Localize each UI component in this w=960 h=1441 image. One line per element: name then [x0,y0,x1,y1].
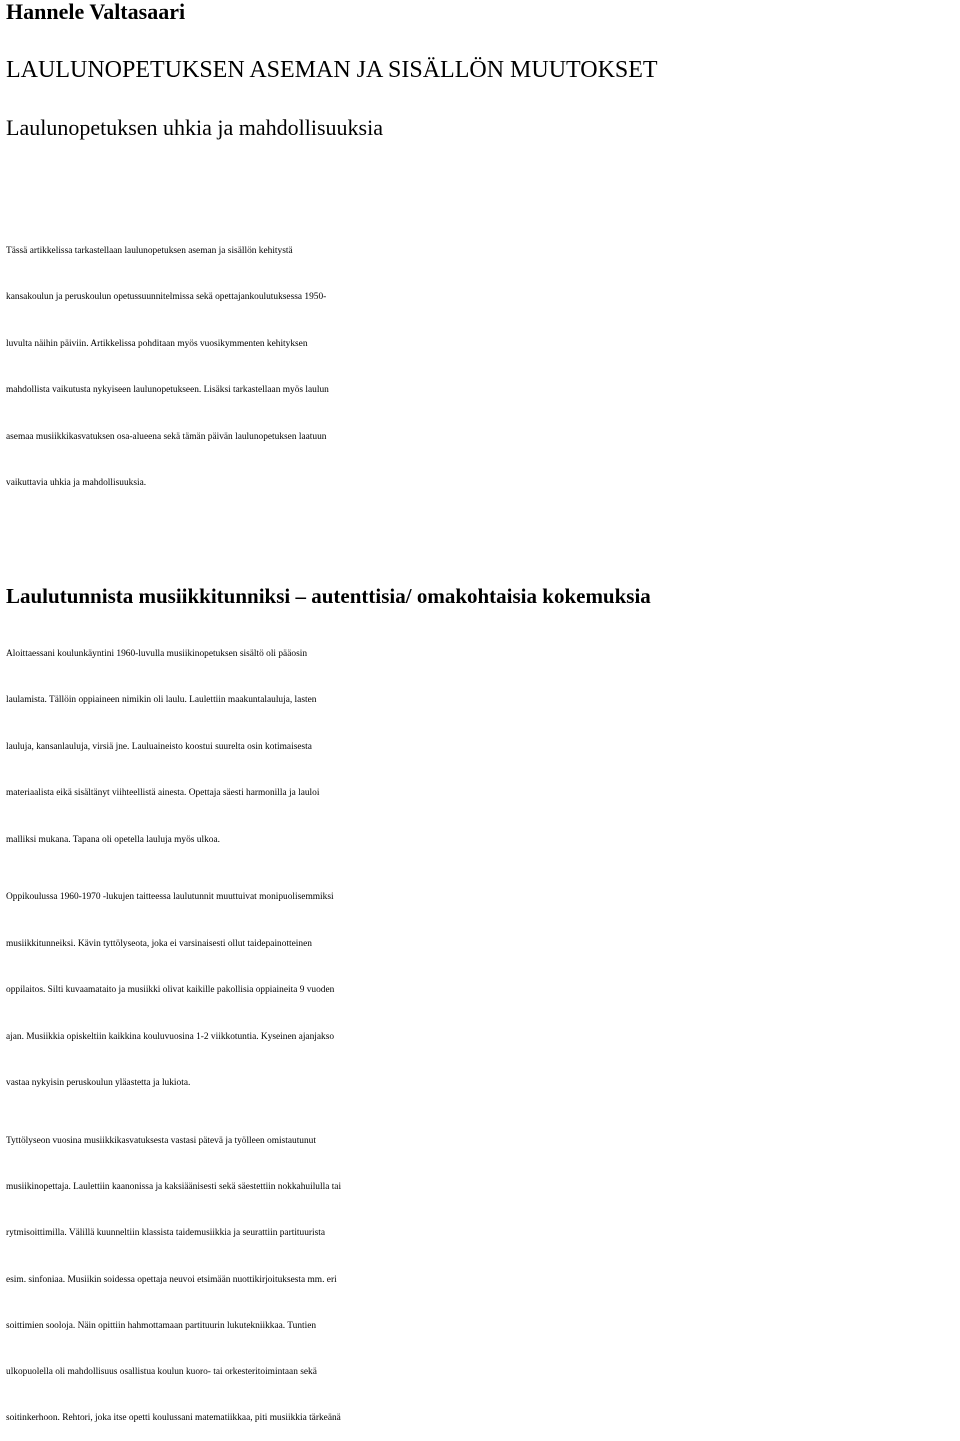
text-line: vastaa nykyisin peruskoulun yläastetta ja lukiota. [6,1078,191,1089]
text-line: esim. sinfoniaa. Musiikin soidessa opettaja neuvoi etsimään nuottikirjoituksesta mm. eri [6,1274,337,1285]
section-heading: Laulutunnista musiikkitunniksi – autenttisia/ omakohtaisia kokemuksia [6,584,651,608]
text-line: lauluja, kansanlauluja, virsiä jne. Lauluaineisto koostui suurelta osin kotimaisesta [6,741,312,752]
article-title: LAULUNOPETUKSEN ASEMAN JA SISÄLLÖN MUUTOKSET [6,57,658,83]
text-line: soitinkerhoon. Rehtori, joka itse opetti koulussani matematiikkaa, piti musiikkia tärkeänä [6,1413,341,1424]
text-line: vaikuttavia uhkia ja mahdollisuuksia. [6,478,147,489]
text-line: musiikkitunneiksi. Kävin tyttölyseota, joka ei varsinaisesti ollut taidepainotteinen [6,938,312,949]
body-paragraph [6,874,958,1107]
text-line: malliksi mukana. Tapana oli opetella lauluja myös ulkoa. [6,834,220,845]
text-line: Aloittaessani koulunkäyntini 1960-luvulla musiikinopetuksen sisältö oli pääosin [6,649,308,659]
abstract-paragraph [6,228,958,506]
text-line: materiaalista eikä sisältänyt viihteellistä ainesta. Opettaja säesti harmonilla ja lauloi [6,788,320,799]
text-line: musiikinopettaja. Laulettiin kaanonissa ja kaksiäänisesti sekä säestettiin nokkahuilulla tai [6,1182,342,1193]
text-line: Oppikoulussa 1960-1970 -lukujen taitteessa laulutunnit muuttuivat monipuolisemmiksi [6,892,334,902]
text-line: soittimien sooloja. Näin opittiin hahmottamaan partituurin lukutekniikkaa. Tuntien [6,1320,317,1331]
text-line: kansakoulun ja peruskoulun opetussuunnitelmissa sekä opettajankoulutuksessa 1950- [6,292,327,303]
text-line: rytmisoittimilla. Välillä kuunneltiin klassista taidemusiikkia ja seurattiin partituurista [6,1228,326,1239]
text-line: asemaa musiikkikasvatuksen osa-alueena sekä tämän päivän laulunopetuksen laatuun [6,431,327,442]
author-name: Hannele Valtasaari [6,0,186,24]
article-subtitle: Laulunopetuksen uhkia ja mahdollisuuksia [6,115,383,140]
text-line: luvulta näihin päiviin. Artikkelissa pohditaan myös vuosikymmenten kehityksen [6,338,308,349]
text-line: mahdollista vaikutusta nykyiseen laulunopetukseen. Lisäksi tarkastellaan myös laulun [6,385,329,396]
text-line: Tässä artikkelissa tarkastellaan laulunopetuksen aseman ja sisällön kehitystä [6,246,293,256]
body-paragraph [6,1118,958,1441]
text-line: oppilaitos. Silti kuvaamataito ja musiikki olivat kaikille pakollisia oppiaineita 9 vuoden [6,985,335,996]
text-line: Tyttölyseon vuosina musiikkikasvatuksesta vastasi pätevä ja työlleen omistautunut [6,1136,316,1146]
text-line: ulkopuolella oli mahdollisuus osallistua koulun kuoro- tai orkesteritoimintaan sekä [6,1367,317,1378]
body-paragraph [6,631,958,863]
text-line: ajan. Musiikkia opiskeltiin kaikkina kouluvuosina 1-2 viikkotuntia. Kyseinen ajanjakso [6,1031,335,1042]
text-line: laulamista. Tällöin oppiaineen nimikin oli laulu. Laulettiin maakuntalauluja, lasten [6,695,317,706]
